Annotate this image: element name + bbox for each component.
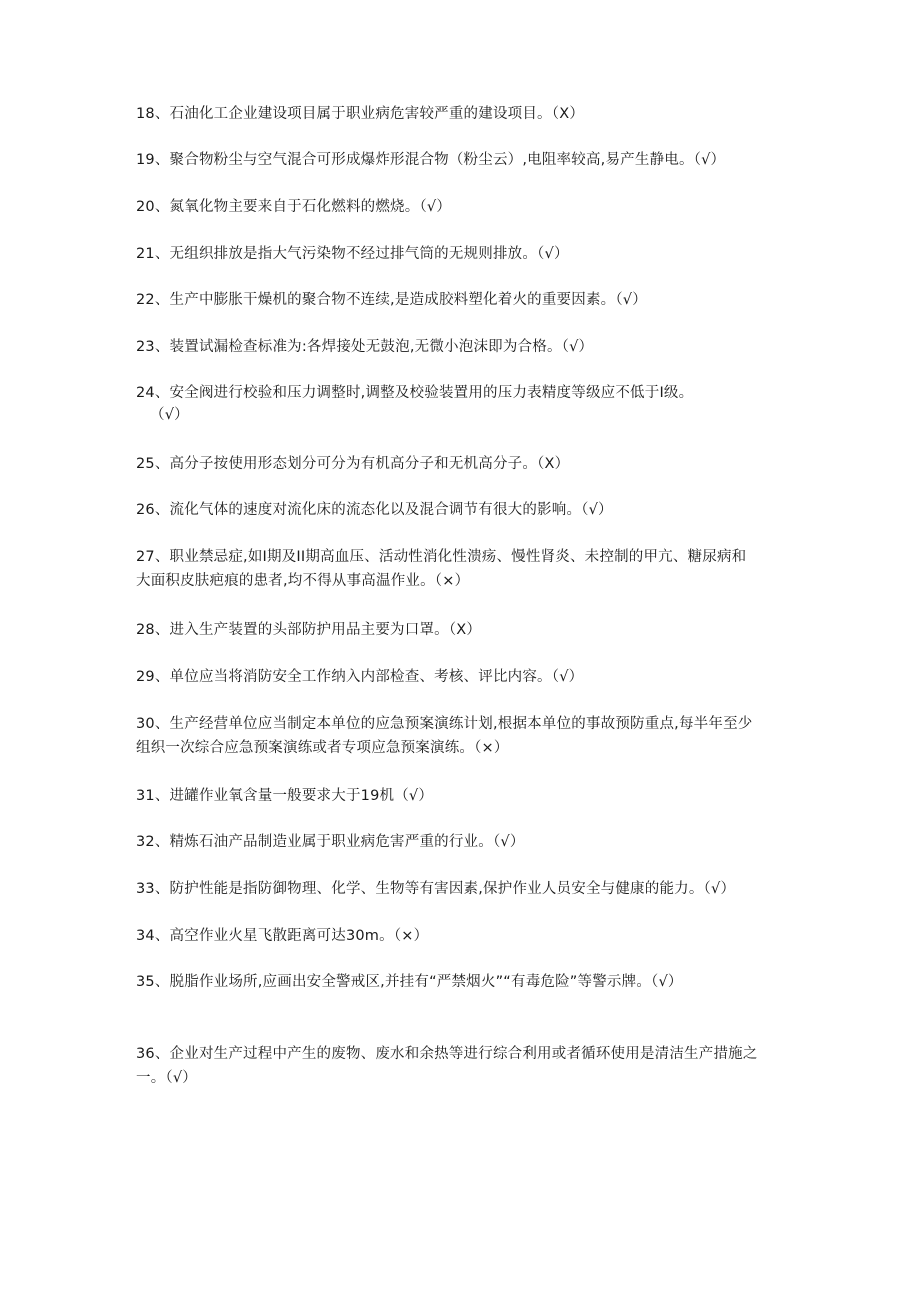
question-28	[136, 618, 796, 642]
question-19	[136, 148, 796, 172]
question-18	[136, 102, 796, 126]
question-22	[136, 288, 796, 312]
question-line: 29、单位应当将消防安全工作纳入内部检查、考核、评比内容。（√）	[136, 669, 584, 685]
question-line: 23、装置试漏检查标准为:各焊接处无鼓泡,无微小泡沫即为合格。（√）	[136, 339, 594, 355]
question-34	[136, 924, 796, 948]
question-20	[136, 195, 796, 219]
question-line: 一。（√）	[136, 1070, 197, 1086]
question-25	[136, 452, 796, 476]
question-21	[136, 242, 796, 266]
question-line: 28、进入生产装置的头部防护用品主要为口罩。（X）	[136, 622, 482, 638]
question-27	[136, 545, 796, 593]
question-33	[136, 877, 796, 901]
question-line: 大面积皮肤疤痕的患者,均不得从事高温作业。（×）	[136, 573, 470, 589]
question-line: 33、防护性能是指防御物理、化学、生物等有害因素,保护作业人员安全与健康的能力。（√）	[136, 881, 736, 897]
question-32	[136, 830, 796, 854]
question-line: 32、精炼石油产品制造业属于职业病危害严重的行业。（√）	[136, 834, 525, 850]
question-line: 21、无组织排放是指大气污染物不经过排气筒的无规则排放。（√）	[136, 246, 569, 262]
question-36	[136, 1042, 796, 1090]
question-line: 18、石油化工企业建设项目属于职业病危害较严重的建设项目。（X）	[136, 106, 585, 122]
question-29	[136, 665, 796, 689]
question-line: 31、进罐作业氧含量一般要求大于19机（√）	[136, 788, 434, 804]
question-line: 组织一次综合应急预案演练或者专项应急预案演练。（×）	[136, 740, 509, 756]
question-line: 34、高空作业火星飞散距离可达30m。（×）	[136, 928, 429, 944]
question-line: 20、氮氧化物主要来自于石化燃料的燃烧。（√）	[136, 199, 452, 215]
question-line: 26、流化气体的速度对流化床的流态化以及混合调节有很大的影响。（√）	[136, 502, 613, 518]
question-line: 24、安全阀进行校验和压力调整时,调整及校验装置用的压力表精度等级应不低于I级。	[136, 385, 694, 401]
question-line: 19、聚合物粉尘与空气混合可形成爆炸形混合物（粉尘云）,电阻率较高,易产生静电。（√）	[136, 152, 726, 168]
question-line: 25、高分子按使用形态划分可分为有机高分子和无机高分子。（X）	[136, 456, 570, 472]
question-26	[136, 498, 796, 522]
question-line: 30、生产经营单位应当制定本单位的应急预案演练计划,根据本单位的事故预防重点,每半年至少	[136, 716, 753, 732]
question-35	[136, 970, 796, 994]
question-24	[136, 382, 796, 426]
question-30	[136, 712, 796, 760]
question-31	[136, 784, 796, 808]
question-23	[136, 335, 796, 359]
question-line: 27、职业禁忌症,如I期及II期高血压、活动性消化性溃疡、慢性肾炎、未控制的甲亢、糖尿病和	[136, 549, 747, 565]
question-line: 22、生产中膨胀干燥机的聚合物不连续,是造成胶料塑化着火的重要因素。（√）	[136, 292, 647, 308]
question-line: 36、企业对生产过程中产生的废物、废水和余热等进行综合利用或者循环使用是清洁生产措施之	[136, 1046, 758, 1062]
question-line: （√）	[150, 407, 189, 423]
question-line: 35、脱脂作业场所,应画出安全警戒区,并挂有“严禁烟火”“有毒危险”等警示牌。（√）	[136, 974, 683, 990]
